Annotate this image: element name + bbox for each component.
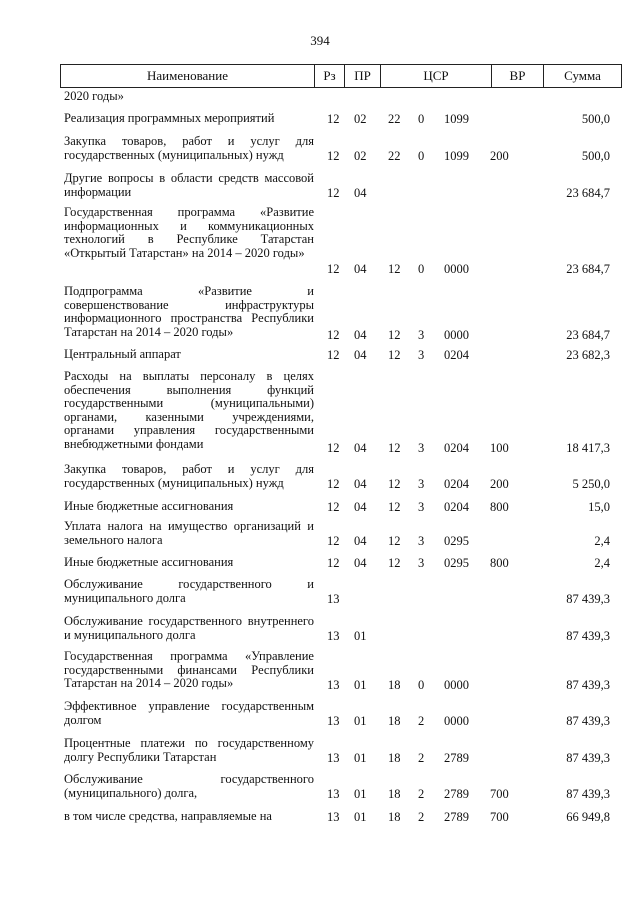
row-sum: 87 439,3 [566, 787, 610, 801]
row-c2: 2 [418, 751, 425, 765]
row-name: Иные бюджетные ассигнования [64, 555, 234, 569]
row-c1: 12 [388, 328, 401, 342]
row-rz: 12 [327, 534, 340, 548]
row-vr: 700 [490, 787, 509, 801]
row-name: Подпрограмма «Развитие и совершенствование инфраструктуры информационного пространства Республики Татарстан на 2014 – 2020 годы» [64, 284, 314, 339]
table-row [0, 578, 640, 606]
row-c1: 12 [388, 262, 401, 276]
row-c1: 18 [388, 751, 401, 765]
row-c2: 3 [418, 441, 425, 455]
row-sum: 66 949,8 [566, 810, 610, 824]
row-c1: 12 [388, 556, 401, 570]
row-pr: 04 [354, 328, 367, 342]
row-sum: 500,0 [581, 149, 610, 163]
row-pr: 04 [354, 556, 367, 570]
row-rz: 13 [327, 592, 340, 606]
row-c3: 0204 [444, 477, 469, 491]
table-row [0, 500, 640, 514]
row-c1: 12 [388, 477, 401, 491]
row-c1: 18 [388, 714, 401, 728]
row-name: Эффективное управление государственным долгом [64, 699, 314, 727]
header-name: Наименование [61, 65, 315, 87]
row-c2: 3 [418, 500, 425, 514]
row-name: Закупка товаров, работ и услуг для государственных (муниципальных) нужд [64, 462, 314, 490]
row-name: Государственная программа «Развитие информационных и коммуникационных технологий в Республике Татарстан «Открытый Татарстан» на 2014 – 2020 годы» [64, 205, 314, 260]
row-c3: 0000 [444, 328, 469, 342]
table-row [0, 520, 640, 548]
row-rz: 13 [327, 810, 340, 824]
row-sum: 23 684,7 [566, 186, 610, 200]
row-sum: 23 684,7 [566, 262, 610, 276]
row-rz: 12 [327, 500, 340, 514]
row-rz: 12 [327, 149, 340, 163]
row-vr: 200 [490, 149, 509, 163]
row-pr: 04 [354, 348, 367, 362]
row-sum: 87 439,3 [566, 714, 610, 728]
row-rz: 12 [327, 112, 340, 126]
continuation-text: 2020 годы» [64, 89, 124, 103]
row-c3: 0000 [444, 678, 469, 692]
row-c3: 0000 [444, 262, 469, 276]
row-rz: 12 [327, 556, 340, 570]
row-pr: 02 [354, 112, 367, 126]
row-pr: 01 [354, 787, 367, 801]
row-vr: 700 [490, 810, 509, 824]
row-c3: 1099 [444, 149, 469, 163]
row-c1: 18 [388, 787, 401, 801]
row-rz: 12 [327, 348, 340, 362]
row-pr: 04 [354, 262, 367, 276]
row-c1: 22 [388, 112, 401, 126]
row-sum: 5 250,0 [572, 477, 610, 491]
row-vr: 200 [490, 477, 509, 491]
row-pr: 04 [354, 186, 367, 200]
row-rz: 12 [327, 441, 340, 455]
row-pr: 04 [354, 534, 367, 548]
row-sum: 500,0 [581, 112, 610, 126]
row-name: в том числе средства, направляемые на [64, 809, 272, 823]
row-rz: 13 [327, 629, 340, 643]
header-rz: Рз [315, 65, 345, 87]
header-pr: ПР [345, 65, 381, 87]
table-row [0, 206, 640, 276]
row-c2: 0 [418, 678, 425, 692]
row-c2: 3 [418, 556, 425, 570]
row-rz: 12 [327, 262, 340, 276]
row-sum: 23 682,3 [566, 348, 610, 362]
header-csr: ЦСР [381, 65, 492, 87]
table-row [0, 172, 640, 200]
row-name: Расходы на выплаты персоналу в целях обеспечения выполнения функций государственными (муниципальными) органами, казенными учреждениями, органами управления государственными внебюджетными фондами [64, 369, 314, 451]
row-c1: 18 [388, 678, 401, 692]
continuation-row [0, 90, 640, 104]
row-rz: 13 [327, 751, 340, 765]
row-rz: 12 [327, 477, 340, 491]
row-name: Государственная программа «Управление государственными финансами Республики Татарстан на 2014 – 2020 годы» [64, 649, 314, 691]
row-pr: 04 [354, 500, 367, 514]
row-name: Процентные платежи по государственному долгу Республики Татарстан [64, 736, 314, 764]
row-c1: 18 [388, 810, 401, 824]
row-rz: 12 [327, 186, 340, 200]
row-rz: 13 [327, 678, 340, 692]
row-name: Обслуживание государственного и муниципального долга [64, 577, 314, 605]
table-row [0, 615, 640, 643]
row-sum: 87 439,3 [566, 629, 610, 643]
row-name: Обслуживание государственного (муниципального) долга, [64, 772, 314, 800]
row-sum: 87 439,3 [566, 678, 610, 692]
row-pr: 01 [354, 714, 367, 728]
row-sum: 87 439,3 [566, 592, 610, 606]
row-name: Реализация программных мероприятий [64, 111, 275, 125]
row-rz: 13 [327, 714, 340, 728]
row-c1: 12 [388, 534, 401, 548]
header-sum: Сумма [564, 68, 601, 83]
row-name: Обслуживание государственного внутреннего и муниципального долга [64, 614, 314, 642]
row-c2: 0 [418, 149, 425, 163]
row-vr: 800 [490, 556, 509, 570]
row-name: Иные бюджетные ассигнования [64, 499, 234, 513]
table-row [0, 370, 640, 455]
table-row [0, 773, 640, 801]
row-c1: 12 [388, 441, 401, 455]
table-row [0, 285, 640, 342]
row-pr: 02 [354, 149, 367, 163]
row-vr: 800 [490, 500, 509, 514]
row-pr: 04 [354, 441, 367, 455]
row-name: Центральный аппарат [64, 347, 181, 361]
row-pr: 01 [354, 810, 367, 824]
table-row [0, 112, 640, 126]
row-c2: 0 [418, 112, 425, 126]
row-sum: 23 684,7 [566, 328, 610, 342]
table-header [60, 64, 622, 88]
row-pr: 04 [354, 477, 367, 491]
row-c2: 2 [418, 714, 425, 728]
table-row [0, 463, 640, 491]
row-c2: 3 [418, 348, 425, 362]
row-c1: 12 [388, 500, 401, 514]
row-c3: 0204 [444, 441, 469, 455]
row-c2: 2 [418, 787, 425, 801]
row-pr: 01 [354, 629, 367, 643]
table-row [0, 810, 640, 824]
table-row [0, 135, 640, 163]
row-c1: 12 [388, 348, 401, 362]
header-vr: ВР [492, 65, 544, 87]
table-row [0, 737, 640, 765]
row-c3: 0204 [444, 348, 469, 362]
row-sum: 2,4 [594, 534, 610, 548]
row-c3: 2789 [444, 810, 469, 824]
table-row [0, 650, 640, 692]
row-c3: 0000 [444, 714, 469, 728]
row-sum: 15,0 [588, 500, 610, 514]
row-rz: 12 [327, 328, 340, 342]
row-c3: 0204 [444, 500, 469, 514]
row-name: Закупка товаров, работ и услуг для государственных (муниципальных) нужд [64, 134, 314, 162]
row-pr: 01 [354, 751, 367, 765]
row-c2: 2 [418, 810, 425, 824]
row-sum: 2,4 [594, 556, 610, 570]
row-c2: 3 [418, 477, 425, 491]
row-name: Другие вопросы в области средств массовой информации [64, 171, 314, 199]
row-c3: 1099 [444, 112, 469, 126]
row-c3: 0295 [444, 534, 469, 548]
table-row [0, 700, 640, 728]
row-rz: 13 [327, 787, 340, 801]
row-c3: 0295 [444, 556, 469, 570]
row-c3: 2789 [444, 787, 469, 801]
row-vr: 100 [490, 441, 509, 455]
row-sum: 18 417,3 [566, 441, 610, 455]
row-c2: 3 [418, 328, 425, 342]
table-row [0, 348, 640, 362]
row-c3: 2789 [444, 751, 469, 765]
row-c2: 0 [418, 262, 425, 276]
row-pr: 01 [354, 678, 367, 692]
page-number: 394 [310, 33, 330, 48]
row-sum: 87 439,3 [566, 751, 610, 765]
row-c2: 3 [418, 534, 425, 548]
table-row [0, 556, 640, 570]
row-c1: 22 [388, 149, 401, 163]
row-name: Уплата налога на имущество организаций и земельного налога [64, 519, 314, 547]
